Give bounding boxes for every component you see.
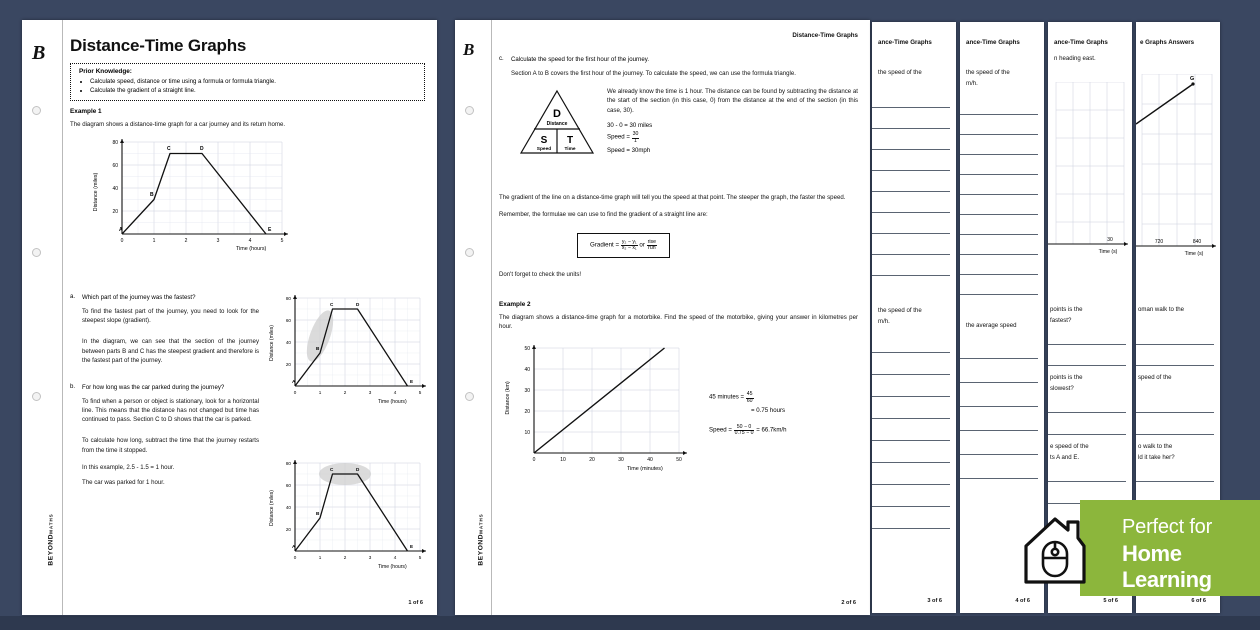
- answer-a-p2: In the diagram, we can see that the section of the journey between parts B and C has the steepest gradient and therefore is the fastest part of the journey.: [82, 338, 259, 364]
- y-axis-label: Distance (miles): [269, 490, 275, 526]
- answer-rule: [1136, 344, 1214, 345]
- question-a-label: a.: [70, 293, 76, 300]
- x-tick: 0: [120, 237, 124, 244]
- fraction-denominator: run: [648, 244, 656, 251]
- point-label-B: B: [316, 346, 320, 351]
- answer-rule: [872, 396, 950, 397]
- page6-question: ld it take her?: [1138, 454, 1175, 461]
- gradient-formula-box: [577, 233, 670, 258]
- x-tick: 3: [368, 390, 372, 395]
- x-axis-label: Time (hours): [378, 564, 407, 570]
- point-label-A: A: [119, 226, 123, 233]
- answer-b-p4: The car was parked for 1 hour.: [82, 478, 165, 486]
- example-2-heading: Example 2: [499, 301, 531, 309]
- question-c-text: Calculate the speed for the first hour of the journey.: [511, 56, 650, 63]
- gradient-intro: The gradient of the line on a distance-time graph will tell you the speed at that point. The steeper the graph, the faster the speed.: [499, 194, 846, 202]
- page5-question: e speed of the: [1050, 443, 1089, 450]
- x-tick: 0: [293, 390, 297, 395]
- page3-snippet: the speed of the: [878, 69, 922, 76]
- triangle-top-letter: D: [553, 108, 561, 121]
- x-tick: 30: [1107, 237, 1113, 243]
- example-2-text: The diagram shows a distance-time graph for a motorbike. Find the speed of the motorbike, giving your answer in kilometres per hour.: [499, 314, 858, 331]
- answer-rule: [872, 506, 950, 507]
- x-tick: 5: [418, 555, 422, 560]
- worksheet-page-3[interactable]: [872, 22, 956, 613]
- answer-rule: [872, 352, 950, 353]
- working-line-1: [709, 392, 787, 403]
- x-axis-label: Time (s): [1184, 251, 1204, 257]
- badge-line-1: Perfect for: [1122, 516, 1213, 538]
- y-tick: 10: [524, 430, 530, 437]
- page1-left-column: [70, 288, 259, 492]
- calc-fraction: [632, 132, 640, 143]
- gradient-remember: Remember, the formulae we can use to find the gradient of a straight line are:: [499, 211, 708, 219]
- worksheet-page-1[interactable]: [22, 20, 437, 615]
- y-tick: 80: [112, 139, 118, 146]
- x-tick: 10: [560, 457, 566, 464]
- x-tick: 0: [532, 457, 536, 464]
- point-label-C: C: [330, 302, 334, 307]
- house-mouse-icon: [1012, 500, 1098, 596]
- working-result: = 66.7km/h: [756, 426, 787, 434]
- answer-rule: [872, 107, 950, 108]
- chart-car-journey-svg: [88, 134, 303, 252]
- chart-car-journey: [88, 134, 425, 252]
- x-tick: 4: [393, 555, 397, 560]
- y-tick: 40: [112, 185, 118, 192]
- answer-rule: [960, 134, 1038, 135]
- page6-question: oman walk to the: [1138, 306, 1185, 313]
- question-b: [70, 383, 259, 392]
- page-number: 3 of 6: [927, 598, 942, 604]
- calc-line-3: Speed = 30mph: [607, 146, 651, 154]
- working-fraction-2: [734, 425, 755, 436]
- answer-rule: [872, 275, 950, 276]
- beyond-logo-icon: B: [32, 42, 46, 64]
- fraction-numerator: rise: [647, 238, 657, 245]
- y-tick: 80: [285, 296, 291, 301]
- x-tick: 1: [318, 555, 322, 560]
- y-tick: 60: [285, 483, 291, 488]
- rise-run-fraction: [647, 240, 657, 251]
- y-axis-label: Distance (miles): [269, 325, 275, 361]
- point-label-D: D: [356, 467, 360, 472]
- brand-name: BEYOND: [477, 533, 485, 566]
- home-learning-badge: [1080, 500, 1260, 596]
- working-line-1-label: 45 minutes =: [709, 393, 745, 401]
- fraction-numerator: 30: [632, 131, 639, 138]
- question-b-label: b.: [70, 382, 76, 390]
- gradient-label: Gradient =: [590, 240, 620, 248]
- binder-hole: [32, 106, 41, 115]
- example-1-intro: The diagram shows a distance-time graph for a car journey and its return home.: [70, 120, 286, 128]
- triangle-top-word: Distance: [546, 121, 568, 128]
- y-tick: 40: [285, 505, 291, 510]
- answer-rule: [960, 406, 1038, 407]
- answer-rule: [872, 191, 950, 192]
- working-line-3-label: Speed =: [709, 426, 732, 434]
- x-axis-label: Time (hours): [378, 399, 407, 405]
- triangle-explanation: We already know the time is 1 hour. The distance can be found by subtracting the distance at the start of the section (in this case, 0) from the distance at the end of the section (in this case, 30).: [607, 88, 858, 114]
- answer-rule: [872, 462, 950, 463]
- badge-line-2: Home Learning: [1122, 541, 1212, 592]
- answer-b-p2: To calculate how long, subtract the time that the journey restarts from the time it stopped.: [82, 437, 259, 454]
- fraction-denominator: x₂ − x₁: [621, 244, 637, 251]
- page4-snippet: the average speed: [966, 322, 1017, 329]
- answer-rule: [1136, 481, 1214, 482]
- fraction-numerator: y₂ − y₁: [621, 238, 637, 245]
- page1-right-column: [265, 288, 427, 570]
- prior-knowledge-heading: Prior Knowledge:: [79, 68, 132, 75]
- y-tick: 20: [524, 409, 530, 416]
- gradient-or: or: [639, 240, 645, 248]
- x-tick: 50: [676, 457, 682, 464]
- point-label-G: G: [1190, 76, 1195, 82]
- page5-question: fastest?: [1050, 317, 1072, 324]
- prior-knowledge-box: [70, 63, 425, 101]
- y-tick: 40: [285, 340, 291, 345]
- page5-question: ts A and E.: [1050, 454, 1080, 461]
- answer-rule: [960, 294, 1038, 295]
- page4-snippet: m/h.: [966, 80, 978, 87]
- answer-a-p1: To find the fastest part of the journey, you need to look for the steepest slope (gradient).: [82, 308, 259, 325]
- fraction-numerator: 50 − 0: [734, 425, 755, 431]
- answer-rule: [960, 154, 1038, 155]
- brand-subject: MATHS: [478, 513, 484, 534]
- page-number: 5 of 6: [1103, 598, 1118, 604]
- answer-b-p3: In this example, 2.5 - 1.5 = 1 hour.: [82, 463, 175, 471]
- answer-rule: [872, 128, 950, 129]
- y-tick: 20: [285, 362, 291, 367]
- fraction-denominator: 0.75 − 0: [734, 429, 754, 436]
- gradient-fraction: [621, 240, 638, 251]
- page6-chart-fragment: [1136, 74, 1220, 259]
- y-tick: 20: [285, 527, 291, 532]
- chart-car-journey-highlight-bc: [265, 288, 433, 418]
- chart-car-journey-highlight-cd: [265, 453, 433, 583]
- answer-rule: [1048, 481, 1126, 482]
- x-tick: 3: [368, 555, 372, 560]
- answer-rule: [960, 114, 1038, 115]
- x-tick: 20: [589, 457, 595, 464]
- chart-motorbike-svg: [499, 336, 699, 476]
- binder-hole: [465, 106, 474, 115]
- point-label-E: E: [410, 379, 414, 384]
- point-label-E: E: [410, 544, 414, 549]
- y-tick: 60: [112, 162, 118, 169]
- answer-rule: [960, 358, 1038, 359]
- page6-question: o walk to the: [1138, 443, 1173, 450]
- page-number: 1 of 6: [408, 600, 423, 606]
- answer-rule: [1136, 434, 1214, 435]
- prior-knowledge-item: • Calculate the gradient of a straight line.: [90, 87, 418, 96]
- page-header: ance-Time Graphs: [1054, 39, 1108, 46]
- answer-rule: [960, 194, 1038, 195]
- answer-rule: [960, 214, 1038, 215]
- page-header: ance-Time Graphs: [878, 39, 932, 46]
- y-tick: 60: [285, 318, 291, 323]
- answer-rule: [960, 430, 1038, 431]
- x-axis-label: Time (s): [1098, 249, 1118, 255]
- x-tick: 1: [318, 390, 322, 395]
- y-tick: 50: [524, 346, 530, 353]
- x-tick: 4: [393, 390, 397, 395]
- fraction-denominator: 1: [634, 137, 637, 144]
- answer-rule: [1048, 365, 1126, 366]
- worksheet-page-2[interactable]: [455, 20, 870, 615]
- y-tick: 40: [524, 367, 530, 374]
- page3-snippet: m/h.: [878, 318, 890, 325]
- question-a-text: Which part of the journey was the fastest?: [82, 294, 196, 301]
- point-label-D: D: [200, 145, 204, 152]
- triangle-left-letter: S: [540, 135, 548, 147]
- x-tick: 2: [343, 390, 347, 395]
- brand-name: BEYOND: [47, 533, 55, 566]
- answer-rule: [1136, 365, 1214, 366]
- brand-vertical: [478, 513, 485, 565]
- answer-rule: [960, 254, 1038, 255]
- formula-triangle: [517, 87, 597, 159]
- question-a: [70, 293, 259, 302]
- question-c-label: c.: [499, 55, 504, 62]
- x-tick: 720: [1154, 239, 1164, 245]
- point-label-A: A: [292, 379, 296, 384]
- page5-question: slowest?: [1050, 385, 1074, 392]
- page-number: 6 of 6: [1191, 598, 1206, 604]
- working-line-2: = 0.75 hours: [751, 406, 786, 414]
- x-axis-label: Time (minutes): [627, 466, 663, 473]
- answer-b-p1: To find when a person or object is stationary, look for a horizontal line. This means that the distance has not changed but time has continued to pass. Section C to D shows that the car is parked.: [82, 397, 259, 424]
- calc-line-1: 30 - 0 = 30 miles: [607, 121, 653, 129]
- point-label-B: B: [316, 511, 320, 516]
- fraction-numerator: 45: [746, 391, 753, 398]
- triangle-left-word: Speed: [536, 147, 552, 153]
- page5-chart-fragment: [1048, 82, 1132, 257]
- x-tick: 40: [647, 457, 653, 464]
- page5-question: points is the: [1050, 306, 1083, 313]
- binder-hole: [32, 248, 41, 257]
- answer-rule: [872, 440, 950, 441]
- answer-rule: [872, 170, 950, 171]
- example-1-heading: Example 1: [70, 107, 102, 115]
- page-header: e Graphs Answers: [1140, 39, 1195, 46]
- x-axis-label: Time (hours): [236, 245, 267, 252]
- answer-rule: [872, 149, 950, 150]
- x-tick: 0: [293, 555, 297, 560]
- answer-rule: [872, 418, 950, 419]
- x-tick: 2: [343, 555, 347, 560]
- prior-knowledge-item: • Calculate speed, distance or time using a formula or formula triangle.: [90, 78, 418, 87]
- y-tick: 30: [524, 388, 530, 395]
- x-tick: 3: [216, 237, 220, 244]
- page-header: ance-Time Graphs: [966, 39, 1020, 46]
- y-axis-label: Distance (miles): [93, 172, 99, 212]
- page6-question: speed of the: [1138, 374, 1172, 381]
- page5-question: points is the: [1050, 374, 1083, 381]
- question-c: [499, 55, 858, 64]
- point-label-B: B: [150, 191, 154, 198]
- answer-rule: [1136, 412, 1214, 413]
- page-header: Distance-Time Graphs: [792, 32, 858, 39]
- answer-rule: [872, 212, 950, 213]
- highlight-oval-bc: [301, 307, 338, 365]
- answer-rule: [872, 233, 950, 234]
- x-tick: 5: [418, 390, 422, 395]
- working-fraction-1: [746, 392, 754, 403]
- chart-motorbike: [499, 336, 699, 476]
- answer-rule: [872, 374, 950, 375]
- page4-snippet: the speed of the: [966, 69, 1010, 76]
- answer-rule: [960, 234, 1038, 235]
- triangle-right-word: Time: [564, 147, 576, 153]
- data-point-G: [1191, 82, 1194, 85]
- page-number: 2 of 6: [841, 600, 856, 606]
- x-tick: 840: [1192, 239, 1202, 245]
- binder-hole: [32, 392, 41, 401]
- y-tick: 20: [112, 208, 118, 215]
- brand-subject: MATHS: [48, 513, 54, 534]
- x-tick: 1: [152, 237, 156, 244]
- point-label-D: D: [356, 302, 360, 307]
- answer-rule: [960, 382, 1038, 383]
- x-tick: 30: [618, 457, 624, 464]
- calc-line-2-label: Speed =: [607, 133, 630, 141]
- working-line-3: [709, 425, 787, 436]
- point-label-C: C: [167, 145, 171, 152]
- page-title: Distance-Time Graphs: [70, 36, 247, 55]
- answer-rule: [960, 454, 1038, 455]
- units-note: Don't forget to check the units!: [499, 270, 582, 278]
- x-tick: 5: [280, 237, 284, 244]
- page5-snippet: n heading east.: [1054, 55, 1096, 62]
- page3-snippet: the speed of the: [878, 307, 922, 314]
- answer-rule: [960, 274, 1038, 275]
- beyond-logo-icon: B: [463, 40, 475, 59]
- binder-hole: [465, 392, 474, 401]
- answer-rule: [960, 478, 1038, 479]
- question-c-intro: Section A to B covers the first hour of the journey. To calculate the speed, we can use the formula triangle.: [511, 70, 796, 78]
- page-number: 4 of 6: [1015, 598, 1030, 604]
- y-tick: 80: [285, 461, 291, 466]
- brand-vertical: [48, 513, 55, 565]
- x-tick: 4: [248, 237, 252, 244]
- page-margin-rule: [491, 20, 492, 615]
- answer-rule: [872, 254, 950, 255]
- motorbike-working: [709, 390, 787, 438]
- answer-rule: [960, 174, 1038, 175]
- x-tick: 2: [184, 237, 188, 244]
- binder-hole: [465, 248, 474, 257]
- calc-line-2: [607, 132, 858, 143]
- answer-rule: [872, 484, 950, 485]
- answer-rule: [1048, 344, 1126, 345]
- question-b-text: For how long was the car parked during the journey?: [82, 383, 225, 391]
- point-label-E: E: [268, 226, 272, 233]
- triangle-right-letter: T: [566, 135, 574, 147]
- y-axis-label: Distance (km): [505, 381, 511, 416]
- fraction-denominator: 60: [746, 397, 753, 404]
- page-margin-rule: [62, 20, 63, 615]
- answer-rule: [1048, 412, 1126, 413]
- point-label-C: C: [330, 467, 334, 472]
- point-label-A: A: [292, 544, 296, 549]
- answer-rule: [872, 528, 950, 529]
- answer-rule: [1048, 434, 1126, 435]
